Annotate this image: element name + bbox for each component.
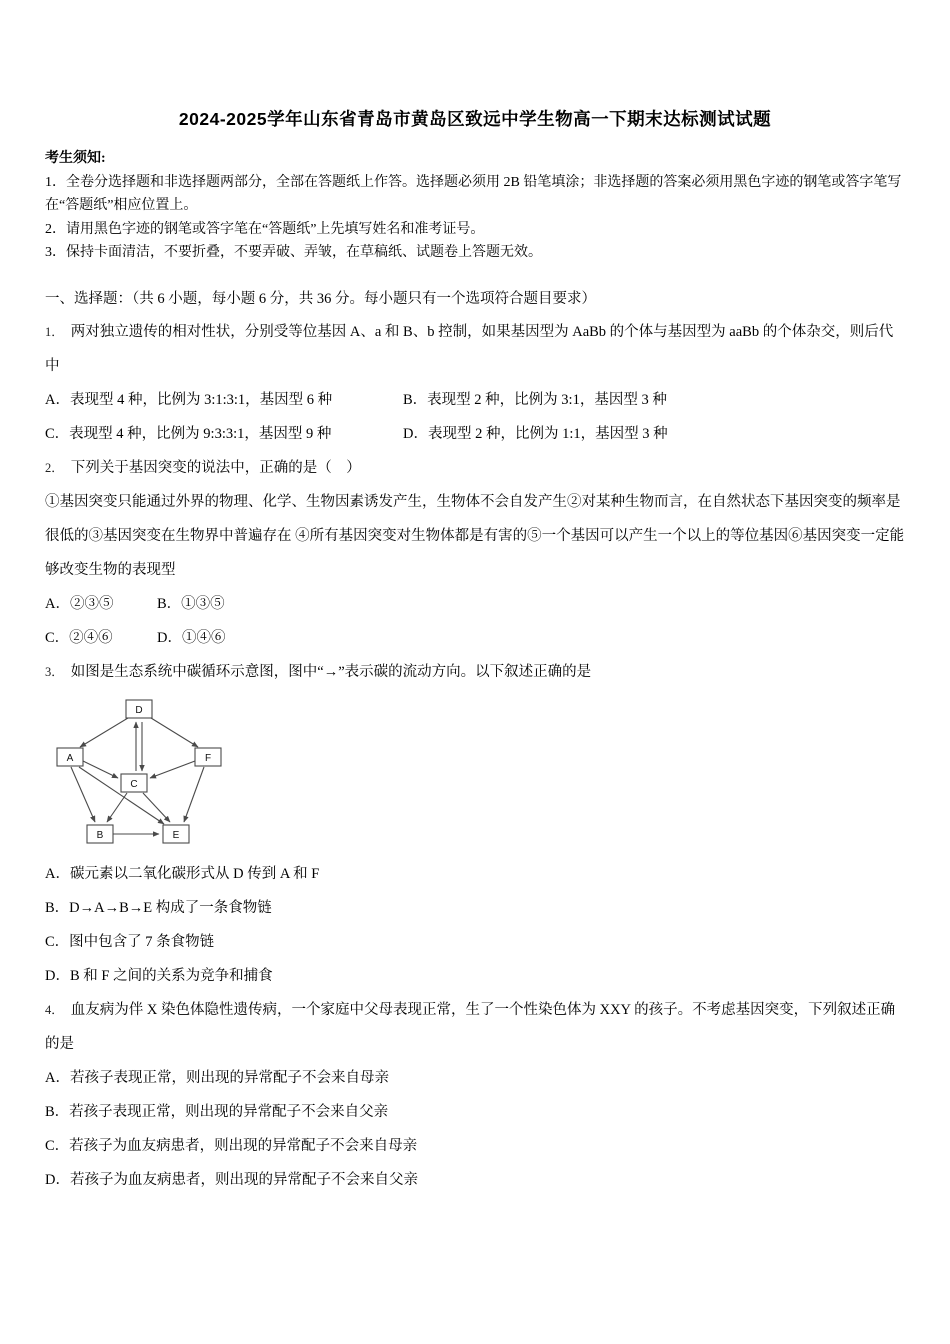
option-a: A．②③⑤	[45, 595, 114, 612]
option-d: D．表现型 2 种，比例为 1:1，基因型 3 种	[403, 425, 668, 442]
question-2-stem	[45, 451, 905, 485]
node-e	[163, 825, 189, 843]
node-a-label: A	[66, 752, 74, 764]
question-stem-text: 下列关于基因突变的说法中，正确的是（ ）	[70, 459, 361, 476]
option-d: D．若孩子为血友病患者，则出现的异常配子不会来自父亲	[45, 1171, 418, 1188]
node-f	[195, 748, 221, 766]
question-2	[45, 451, 905, 655]
option-a: A．碳元素以二氧化碳形式从 D 传到 A 和 F	[45, 865, 320, 882]
question-stem-text: 血友病为伴 X 染色体隐性遗传病，一个家庭中父母表现正常，生了一个性染色体为 XXY 的孩子。不考虑基因突变，下列叙述正确的是	[45, 1001, 896, 1052]
edge-c-to-b	[107, 793, 127, 822]
question-1-stem	[45, 315, 905, 383]
option-b: B．表现型 2 种，比例为 3:1，基因型 3 种	[403, 391, 667, 408]
edge-f-to-e	[184, 767, 204, 822]
question-number: 2．	[45, 460, 64, 475]
node-c-label: C	[130, 778, 138, 790]
question-4	[45, 993, 905, 1197]
question-stem-text: 两对独立遗传的相对性状，分别受等位基因 A、a 和 B、b 控制，如果基因型为 AaBb 的个体与基因型为 aaBb 的个体杂交，则后代中	[45, 323, 894, 374]
edge-a-to-c	[83, 761, 118, 778]
carbon-cycle-svg	[51, 695, 261, 855]
question-4-stem	[45, 993, 905, 1061]
option-c: C．②④⑥	[45, 629, 113, 646]
option-b: B．D→A→B→E 构成了一条食物链	[45, 899, 272, 916]
node-d	[126, 700, 152, 718]
node-f-label: F	[204, 752, 212, 764]
edge-c-to-e	[143, 793, 170, 822]
option-a: A．若孩子表现正常，则出现的异常配子不会来自母亲	[45, 1069, 389, 1086]
option-d: D．①④⑥	[157, 629, 226, 646]
notice-item: 3．保持卡面清洁，不要折叠，不要弄破、弄皱，在草稿纸、试题卷上答题无效。	[45, 245, 542, 260]
notice-item: 2．请用黑色字迹的钢笔或答字笔在“答题纸”上先填写姓名和准考证号。	[45, 221, 485, 237]
option-c: C．若孩子为血友病患者，则出现的异常配子不会来自母亲	[45, 1137, 418, 1154]
question-number: 4．	[45, 1002, 64, 1017]
notice-item: 1．全卷分选择题和非选择题两部分，全部在答题纸上作答。选择题必须用 2B 铅笔填涂；非选择题的答案必须用黑色字迹的钢笔或答字笔写在“答题纸”相应位置上。	[45, 174, 902, 213]
option-c: C．表现型 4 种，比例为 9:3:3:1，基因型 9 种	[45, 425, 332, 442]
question-stem-text: 如图是生态系统中碳循环示意图，图中“→”表示碳的流动方向。以下叙述正确的是	[70, 663, 592, 680]
option-b: B．若孩子表现正常，则出现的异常配子不会来自父亲	[45, 1103, 389, 1120]
question-1-options-row-ab	[45, 383, 905, 417]
page-title: 2024-2025学年山东省青岛市黄岛区致远中学生物高一下期末达标测试试题	[178, 109, 772, 129]
carbon-cycle-diagram	[51, 695, 905, 855]
edge-d-to-f	[151, 718, 198, 747]
question-3-stem	[45, 655, 905, 689]
option-b: B．①③⑤	[157, 595, 225, 612]
question-1	[45, 315, 905, 451]
node-c	[121, 774, 147, 792]
question-number: 3．	[45, 664, 64, 679]
node-b-label: B	[96, 829, 104, 841]
node-e-label: E	[172, 829, 180, 841]
option-c: C．图中包含了 7 条食物链	[45, 933, 215, 950]
node-b	[87, 825, 113, 843]
question-3	[45, 655, 905, 993]
question-number: 1．	[45, 324, 64, 339]
question-2-body: ①基因突变只能通过外界的物理、化学、生物因素诱发产生，生物体不会自发产生②对某种生物而言，在自然状态下基因突变的频率是很低的③基因突变在生物界中普遍存在 ④所有基因突变对生物体都是有害的⑤一个基因可以产生一个以上的等位基因⑥基因突变一定能够改变生物的表现型	[45, 493, 905, 578]
option-a: A．表现型 4 种，比例为 3:1:3:1，基因型 6 种	[45, 391, 333, 408]
edge-f-to-c	[150, 761, 195, 778]
section-header: 一、选择题：（共 6 小题，每小题 6 分，共 36 分。每小题只有一个选项符合题目要求）	[45, 290, 596, 307]
question-1-options-row-cd	[45, 417, 905, 451]
notice-section	[45, 147, 905, 265]
edge-d-to-a	[80, 718, 128, 747]
question-2-options-row-cd	[45, 621, 905, 655]
question-2-options-row-ab	[45, 587, 905, 621]
node-d-label: D	[135, 704, 143, 716]
node-a	[57, 748, 83, 766]
option-d: D．B 和 F 之间的关系为竞争和捕食	[45, 967, 273, 984]
notice-header: 考生须知:	[45, 151, 106, 166]
